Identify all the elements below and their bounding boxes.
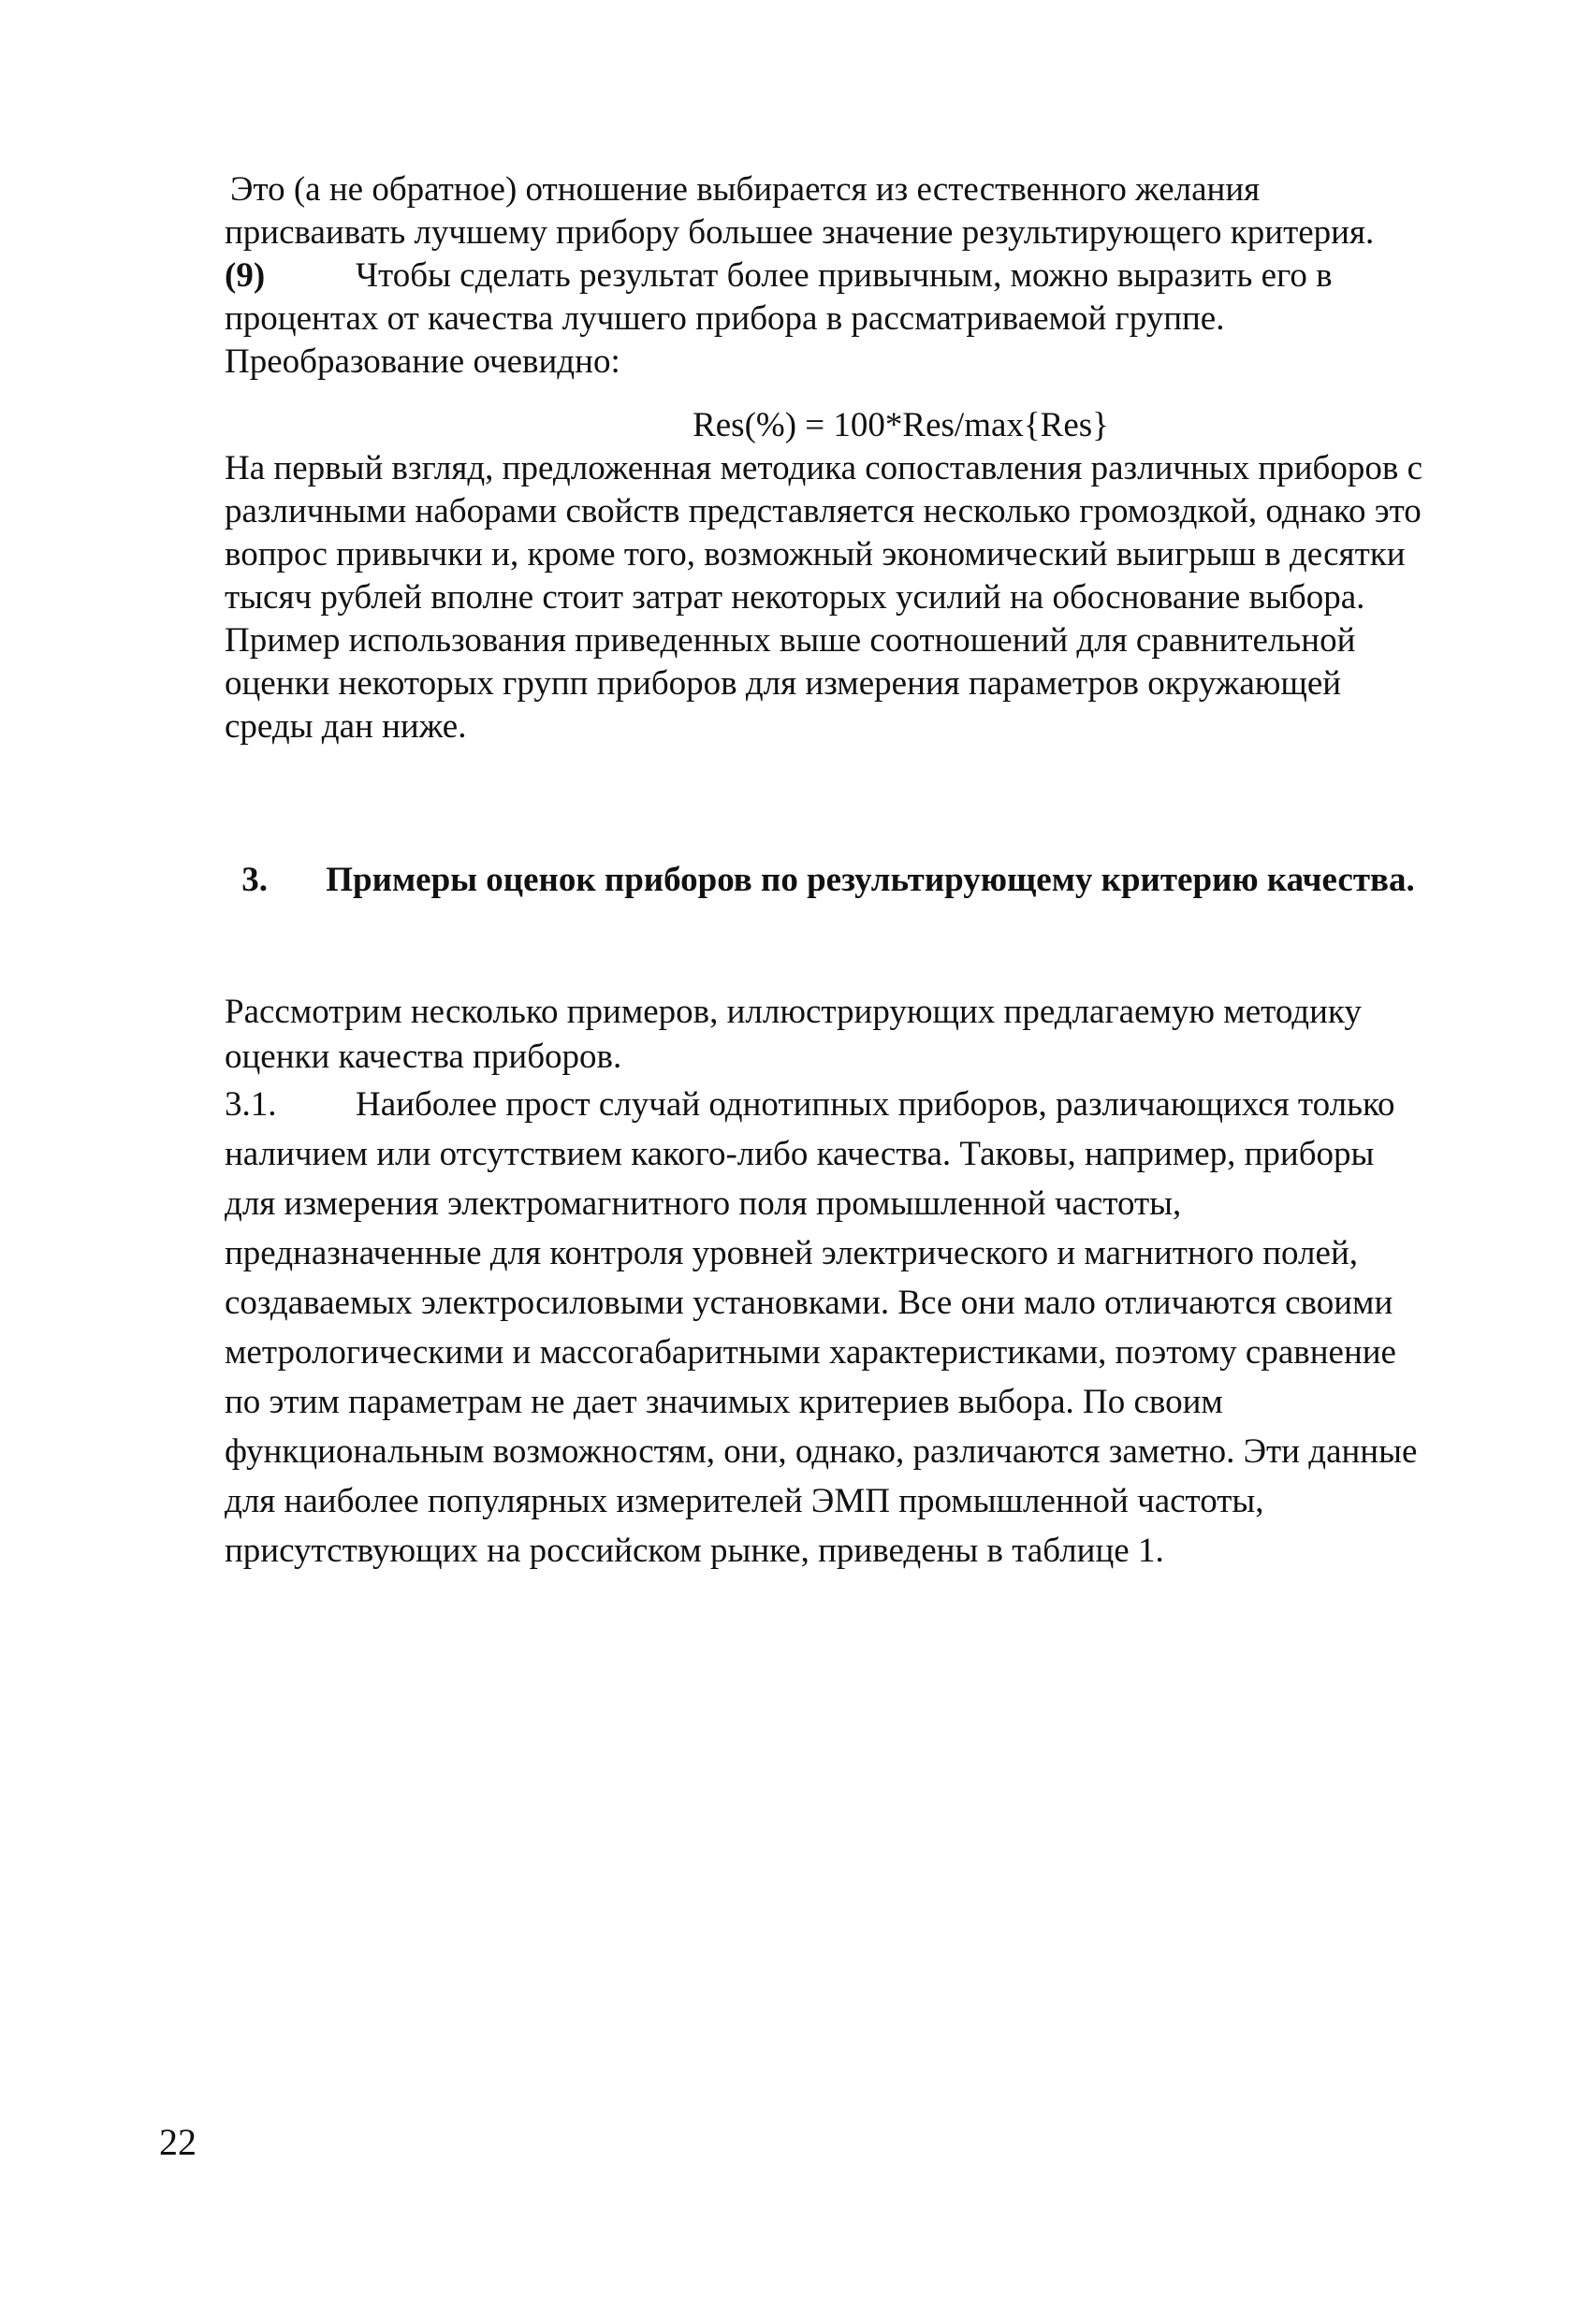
page-number: 22 xyxy=(159,2121,197,2163)
item-9-text: Чтобы сделать результат более привычным, можно выразить его в процентах от качества лучшего прибора в рассматриваемой группе. Преобразование очевидно: xyxy=(225,256,1333,381)
section-3-body xyxy=(225,990,1432,1576)
item-9-number: (9) xyxy=(225,256,266,295)
item-9 xyxy=(225,254,1432,384)
section-3-title: Примеры оценок приборов по результирующему критерию качества. xyxy=(326,861,1415,899)
section-3-heading xyxy=(225,859,1432,902)
paragraph-example: Пример использования приведенных выше соотношений для сравнительной оценки некоторых групп приборов для измерения параметров окружающей среды дан ниже. xyxy=(225,621,1356,746)
item-3-1 xyxy=(225,1080,1432,1576)
item-3-1-number: 3.1. xyxy=(225,1085,277,1124)
section-3-number: 3. xyxy=(241,861,269,899)
upper-text-block xyxy=(225,168,1432,748)
paragraph-method: На первый взгляд, предложенная методика сопоставления различных приборов с различными наборами свойств представляется несколько громоздкой, однако это вопрос привычки и, кроме того, возможный экономический выигрыш в десятки тысяч рублей вполне стоит затрат некоторых усилий на обоснование выбора. xyxy=(225,449,1422,617)
formula: Res(%) = 100*Res/max{Res} xyxy=(693,406,1109,444)
item-3-1-text: Наиболее прост случай однотипных приборов, различающихся только наличием или отсутствием какого-либо качества. Таковы, например, приборы для измерения электромагнитного поля промышленной частоты, предназначенные для контроля уровней электрического и магнитного полей, создаваемых электросиловыми установками. Все они мало отличаются своими метрологическими и массогабаритными характеристиками, поэтому сравнение по этим параметрам не дает значимых критериев выбора. По своим функциональным возможностям, они, однако, различаются заметно. Эти данные для наиболее популярных измерителей ЭМП промышленной частоты, присутствующих на российском рынке, приведены в таблице 1. xyxy=(225,1085,1418,1570)
paragraph-intro: Это (а не обратное) отношение выбирается из естественного желания присваивать лучшему прибору большее значение результирующего критерия. xyxy=(225,170,1375,252)
paragraph-consider: Рассмотрим несколько примеров, иллюстрирующих предлагаемую методику оценки качества приборов. xyxy=(225,993,1362,1076)
